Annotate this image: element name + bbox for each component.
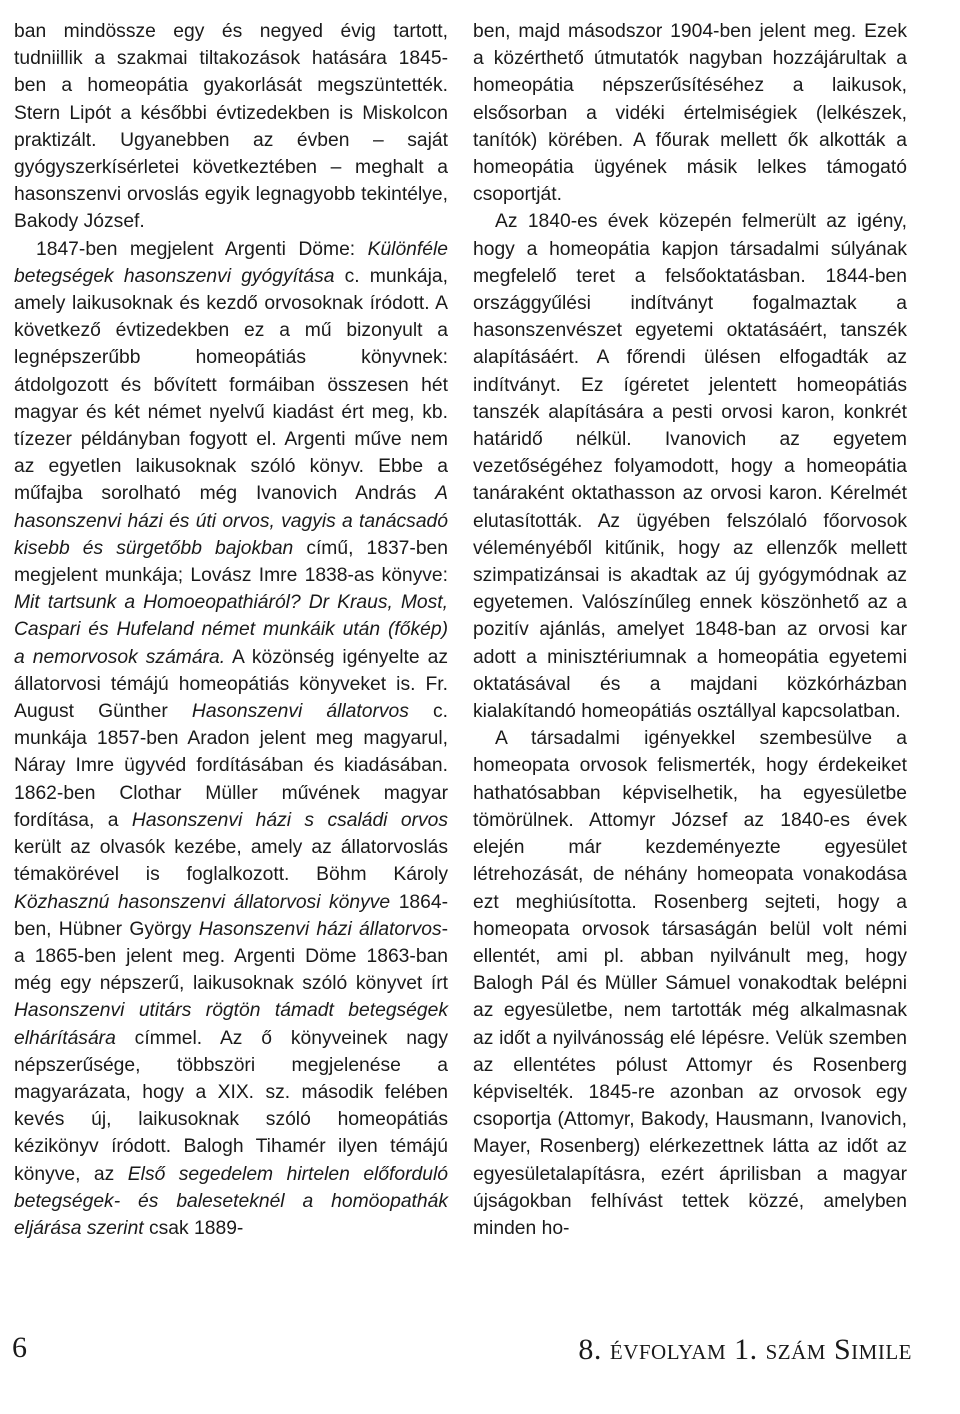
small-caps-text: IMILE: [851, 1340, 912, 1364]
left-column: [14, 18, 448, 1242]
body-text: A társadalmi igényekkel szembesülve a homeopata orvosok felismerték, hogy érdekeiket hathatósabban képviselhetik, ha egyesületbe tömörülnek. Attomyr József az 1840-es évek elején már kezdeményezte egyesület létrehozását, de néhány homeopata vonakodása ezt meghiúsította. Rosenberg sejteti, hogy a homeopata orvosok társaságán belül volt némi ellentét, ami pl. abban nyilvánult meg, hogy Balogh Pál és Müller Sámuel vonakodtak belépni az egyesületbe, nem tartották még alkalmasnak az időt a nyilvánosság elé lépésre. Velük szemben az ellentétes pólust Attomyr és Rosenberg képviselték. 1845-re azonban az orvosok egy csoportja (Attomyr, Bakody, Hausmann, Ivanovich, Mayer, Rosenberg) elérkezettnek látta az időt az egyesületalapításra, ezért áprilisban a magyar újságokban felhívást tettek közzé, amelyben minden ho-: [473, 728, 907, 1239]
body-text: került az olvasók kezébe, amely az állatorvoslás témakörével is foglalkozott. Böhm Károly: [14, 837, 448, 886]
right-paragraph-2: [473, 208, 907, 725]
running-head: 8. ÉVFOLYAM 1. SZÁM SIMILE: [578, 1333, 912, 1366]
book-title: Első segedelem hirtelen előforduló betegségek- és baleseteknél a homöopathák eljárása szerint: [14, 1163, 449, 1239]
body-text: c. munkája 1857-ben Aradon jelent meg magyarul, Náray Imre ügyvéd fordításában és kiadásában. 1862-ben Clothar Müller művének magyar fordítása, a: [14, 701, 448, 831]
page-footer: [0, 1330, 960, 1370]
right-paragraph-3: [473, 725, 907, 1242]
book-title: Hasonszenvi házi állatorvos: [198, 918, 442, 940]
book-title: Hasonszenvi állatorvos: [191, 701, 409, 723]
left-paragraph-2: [14, 236, 448, 1243]
right-column: [473, 18, 907, 1242]
book-title: Közhasznú hasonszenvi állatorvosi könyve: [14, 891, 391, 913]
right-paragraph-1: [473, 18, 907, 208]
book-title: Hasonszenvi házi s családi orvos: [131, 809, 448, 831]
body-text: -a 1865-ben jelent meg. Argenti Döme 1863-ban még egy népszerű, laikusoknak szóló könyvet írt: [14, 918, 449, 995]
book-title: Mit tartsunk a Homoeopathiáról? Dr Kraus, Most, Caspari és Hufeland német munkáik után (főkép) a nemorvosok számára.: [14, 592, 448, 668]
body-text: c. munkája, amely laikusoknak és kezdő orvosoknak íródott. A következő évtizedekben ez a mű bizonyult a legnépszerűbb homeopátiás könyvnek: átdolgozott és bővített formáiban összesen hét magyar és két német nyelvű kiadást ért meg, kb. tízezer példányban fogyott el. Argenti műve nem az egyetlen laikusoknak szóló könyv. Ebbe a műfajba sorolható még Ivanovich András: [14, 265, 448, 505]
small-caps-text: ÉVFOLYAM: [609, 1340, 727, 1364]
body-text: ban mindössze egy és negyed évig tartott, tudniillik a szakmai tiltakozások hatására 1845-ben a homeopátia gyakorlását megszüntették. Stern Lipót a későbbi évtizedekben is Miskolcon praktizált. Ugyanebben az évben – saját gyógyszerkísérletei következtében – meghalt a hasonszenvi orvoslás egyik legnagyobb tekintélye, Bakody József.: [14, 21, 448, 233]
body-text: Az 1840-es évek közepén felmerült az igény, hogy a homeopátia kapjon társadalmi súlyának megfelelő teret a felsőoktatásban. 1844-ben országgyűlési indítványt fogalmaztak a hasonszenvészet egyetemi oktatásáért, tanszék alapításáért. A főrendi ülésen elfogadták az indítványt. Ez ígéretet jelentett homeopátiás tanszék alapítására a pesti orvosi karon, konkrét határidő nélkül. Ivanovich az egyetem vezetőségéhez folyamodott, hogy a homeopátia tanáraként oktathasson az orvosi karon. Kérelmét elutasították. Az ügyében felszólaló főorvosok véleményéből kitűnik, hogy az ellenzők mellett szimpatizánsai is akadtak az új gyógymódnak az egyetemen. Valószínűleg ennek köszönhető az a pozitív ajánlás, amelyet 1848-ban az orvosi kar adott a minisztériumnak a homeopátia egyetemi oktatásával és a majdani közkórházban kialakítandó homeopátiás osztállyal kapcsolatban.: [473, 211, 907, 723]
body-text: A közönség igényelte az állatorvosi témájú homeopátiás könyveket is. Fr. August Günther: [14, 646, 449, 723]
left-paragraph-1: [14, 18, 448, 236]
book-title: Hasonszenvi utitárs rögtön támadt betegségek elhárítására: [14, 1000, 448, 1049]
body-text: címmel. Az ő könyveinek nagy népszerűsége, többszöri megjelenése a magyarázata, hogy a XIX. sz. második felében kevés új, laikusoknak szóló homeopátiás kézikönyv íródott. Balogh Tihamér ilyen témájú könyve, az: [14, 1027, 448, 1185]
page-number: 6: [12, 1331, 27, 1364]
book-title: Különféle betegségek hasonszenvi gyógyítása: [14, 238, 448, 287]
body-text: csak 1889-: [143, 1217, 244, 1239]
body-text: című, 1837-ben megjelent munkája; Lovász Imre 1838-as könyve:: [14, 537, 448, 587]
small-caps-text: SZÁM: [765, 1340, 826, 1364]
book-title: A hasonszenvi házi és úti orvos, vagyis a tanácsadó kisebb és sürgetőbb bajokban: [14, 483, 448, 559]
body-text: ben, majd másodszor 1904-ben jelent meg. Ezek a közérthető útmutatók nagyban hozzájárultak a homeopátia népszerűsítéséhez a laikusok, elsősorban a vidéki értelmiségiek (lelkészek, tanítók) körében. A főurak mellett ők alkották a homeopátia ügyének másik lelkes támogató csoportját.: [473, 21, 907, 206]
body-text: 1864-ben, Hübner György: [14, 891, 449, 940]
body-text: 1847-ben megjelent Argenti Döme:: [36, 238, 368, 260]
